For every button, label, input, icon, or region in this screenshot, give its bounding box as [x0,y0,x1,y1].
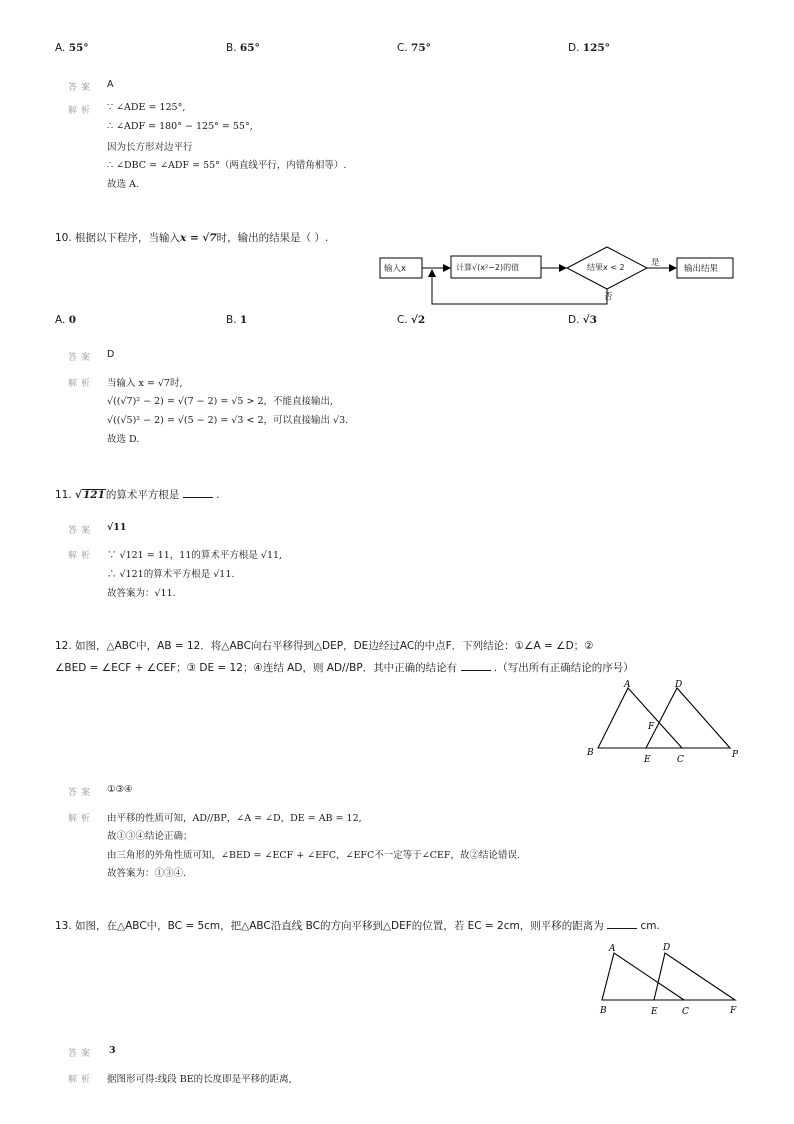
q12-analysis-line: 由三角形的外角性质可知，∠BED = ∠ECF + ∠EFC，∠EFC不一定等于∠CEF，故②结论错误. [107,850,521,861]
q9-analysis-line: 故选 A. [107,179,139,190]
q10-answer: D [107,349,115,360]
q12-answer-blank [461,670,491,671]
q12-analysis-label: 解析 [68,814,95,824]
q9-answer-label: 答案 [68,83,95,93]
q10-option-c: C. √2 [397,314,426,326]
triangle-dep [646,688,730,748]
point-label-e: E [644,755,651,765]
q10-flowchart [370,244,750,308]
q12-analysis-line: 由平移的性质可知，AD//BP，∠A = ∠D，DE = AB = 12, [107,813,362,824]
point-label-b: B [587,748,594,758]
q12-stem-line2: ∠BED = ∠ECF + ∠CEF；③ DE = 12；④连结 AD，则 AD//BP．其中正确的结论有 .（写出所有正确结论的序号） [55,662,634,674]
q9-analysis-line: ∴ ∠ADF = 180° − 125° = 55°, [107,121,253,132]
q12-analysis-line: 故①③④结论正确； [107,831,193,842]
q9-analysis-line: ∵ ∠ADE = 125°, [107,102,186,113]
q11-stem: 11. √121的算术平方根是 . [55,489,220,501]
point-label-p: P [732,750,739,760]
q10-option-d: D. √3 [568,314,597,326]
flow-no-label: 否 [604,292,613,302]
q11-answer-label: 答案 [68,526,95,536]
q11-answer-blank [183,497,213,498]
q12-answer: ①③④ [107,784,133,795]
point-label-c: C [682,1007,689,1017]
q13-stem: 13. 如图，在△ABC中，BC = 5cm，把△ABC沿直线 BC的方向平移到△DEF的位置，若 EC = 2cm，则平移的距离为 cm. [55,920,660,932]
point-label-f: F [648,722,655,732]
q11-analysis-line: 故答案为：√11. [107,588,176,599]
q12-stem-line1: 12. 如图，△ABC中，AB = 12．将△ABC向右平移得到△DEP，DE边经过AC的中点F．下列结论：①∠A = ∠D；② [55,640,594,652]
point-label-a: A [609,944,616,954]
q10-analysis-line: 当输入 x = √7时, [107,378,183,389]
flow-yes-label: 是 [651,258,660,268]
q11-analysis-line: ∴ √121的算术平方根是 √11. [107,569,235,580]
flow-compute-label: 计算√(x²−2)的值 [456,263,520,272]
triangle-abc [598,688,682,748]
point-label-d: D [675,680,683,690]
q10-option-a: A. 0 [55,314,76,326]
q9-analysis-line: ∴ ∠DBC = ∠ADF = 55°（两直线平行，内错角相等）. [107,160,347,171]
q12-answer-label: 答案 [68,788,95,798]
q11-analysis-line: ∵ √121 = 11，11的算术平方根是 √11, [107,550,283,561]
flow-decision-label: 结果x < 2 [587,263,625,272]
q12-figure [580,676,750,771]
q13-figure [592,938,752,1018]
q12-analysis-line: 故答案为：①③④. [107,868,187,879]
point-label-a: A [624,680,631,690]
q9-answer: A [107,79,114,90]
q9-option-d: D. 125° [568,42,610,54]
q9-option-a: A. 55° [55,42,89,54]
q13-answer: 3 [109,1045,116,1056]
q11-answer: √11 [107,522,127,533]
q10-analysis-line: 故选 D. [107,434,140,445]
q10-analysis-line: √((√5)² − 2) = √(5 − 2) = √3 < 2，可以直接输出 √3. [107,415,349,426]
q13-analysis-line: 据图形可得:线段 BE的长度即是平移的距离, [107,1074,292,1085]
q10-option-b: B. 1 [226,314,248,326]
triangle-def [654,953,735,1000]
flow-output-label: 输出结果 [684,264,719,274]
q9-analysis-line: 因为长方形对边平行 [107,142,193,153]
triangle-abc [602,953,684,1000]
q10-stem: 10. 根据以下程序，当输入x = √7时，输出的结果是（ ）. [55,232,329,244]
flow-input-label: 输入x [384,264,407,274]
point-label-d: D [663,943,671,953]
point-label-e: E [651,1007,658,1017]
q9-option-c: C. 75° [397,42,431,54]
point-label-f: F [730,1006,737,1016]
q13-answer-blank [607,928,637,929]
q9-analysis-label: 解析 [68,106,95,116]
q10-analysis-line: √((√7)² − 2) = √(7 − 2) = √5 > 2，不能直接输出, [107,396,334,407]
q9-option-b: B. 65° [226,42,260,54]
q10-analysis-label: 解析 [68,379,95,389]
q11-analysis-label: 解析 [68,551,95,561]
q13-answer-label: 答案 [68,1049,95,1059]
point-label-c: C [677,755,684,765]
point-label-b: B [600,1006,607,1016]
q13-analysis-label: 解析 [68,1075,95,1085]
q10-answer-label: 答案 [68,353,95,363]
